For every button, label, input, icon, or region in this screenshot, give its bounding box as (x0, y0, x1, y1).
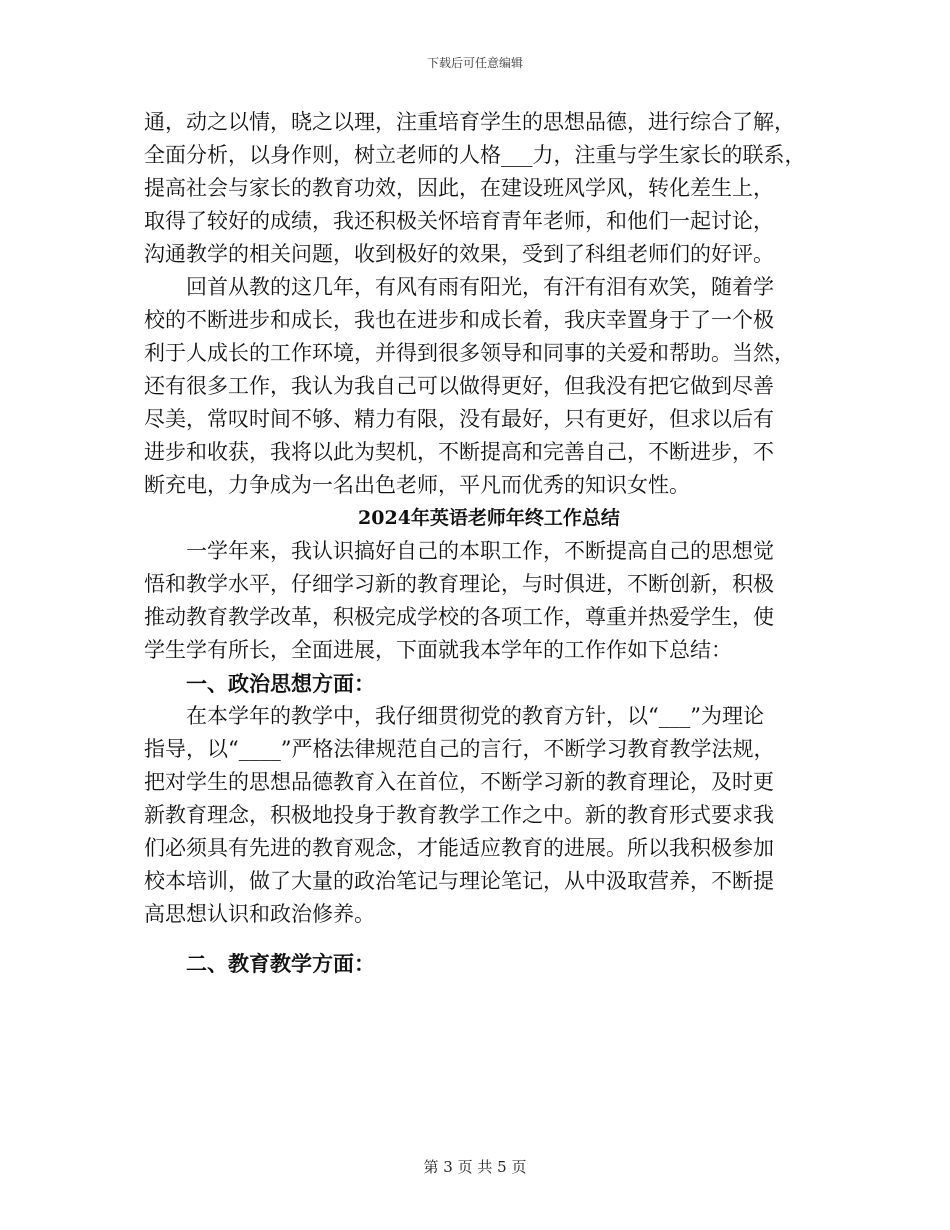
text-line: 一学年来，我认识搞好自己的本职工作，不断提高自己的思想觉 (186, 539, 774, 563)
text-line: 学生学有所长，全面进展，下面就我本学年的工作作如下总结： (144, 638, 732, 662)
text-line: 断充电，力争成为一名出色老师，平凡而优秀的知识女性。 (144, 473, 690, 497)
text-line: 尽美，常叹时间不够、精力有限，没有最好，只有更好，但求以后有 (144, 407, 774, 431)
page-footer: 第 3 页 共 5 页 (423, 1158, 527, 1176)
text-line: 取得了较好的成绩，我还积极关怀培育青年老师，和他们一起讨论， (144, 209, 774, 233)
paragraph-politics (144, 700, 814, 931)
section-heading-teaching: 二、教育教学方面： (186, 951, 375, 976)
text-line: 们必须具有先进的教育观念，才能适应教育的进展。所以我积极参加 (144, 836, 774, 860)
text-line: 指导，以“____”严格法律规范自己的言行，不断学习教育教学法规， (144, 737, 775, 761)
text-line: 回首从教的这几年，有风有雨有阳光，有汗有泪有欢笑，随着学 (186, 275, 774, 299)
text-line: 校本培训，做了大量的政治笔记与理论笔记，从中汲取营养，不断提 (144, 869, 774, 893)
paragraph-intro (144, 535, 814, 667)
document-title: 2024年英语老师年终工作总结 (358, 507, 620, 529)
text-line: 沟通教学的相关问题，收到极好的效果，受到了科组老师们的好评。 (144, 242, 774, 266)
paragraph-continuation (144, 106, 814, 271)
section-heading-politics: 一、政治思想方面： (186, 671, 375, 696)
text-line: 推动教育教学改革，积极完成学校的各项工作，尊重并热爱学生，使 (144, 605, 774, 629)
text-line: 进步和收获，我将以此为契机，不断提高和完善自己，不断进步，不 (144, 440, 774, 464)
document-body (144, 106, 814, 980)
text-line: 悟和教学水平，仔细学习新的教育理论，与时俱进，不断创新，积极 (144, 572, 774, 596)
text-line: 把对学生的思想品德教育入在首位，不断学习新的教育理论，及时更 (144, 770, 774, 794)
text-line: 全面分析，以身作则，树立老师的人格___力，注重与学生家长的联系， (144, 143, 806, 167)
text-line: 还有很多工作，我认为我自己可以做得更好，但我没有把它做到尽善 (144, 374, 774, 398)
text-line: 新教育理念，积极地投身于教育教学工作之中。新的教育形式要求我 (144, 803, 774, 827)
text-line: 通，动之以情，晓之以理，注重培育学生的思想品德，进行综合了解， (144, 110, 795, 134)
paragraph-reflection (144, 271, 814, 502)
text-line: 在本学年的教学中，我仔细贯彻党的教育方针，以“___”为理论 (186, 704, 764, 728)
text-line: 利于人成长的工作环境，并得到很多领导和同事的关爱和帮助。当然， (144, 341, 795, 365)
page-header: 下载后可任意编辑 (426, 56, 523, 70)
text-line: 提高社会与家长的教育功效，因此，在建设班风学风，转化差生上， (144, 176, 774, 200)
spacer (144, 931, 814, 947)
text-line: 校的不断进步和成长，我也在进步和成长着，我庆幸置身于了一个极 (144, 308, 774, 332)
text-line: 高思想认识和政治修养。 (144, 902, 375, 926)
